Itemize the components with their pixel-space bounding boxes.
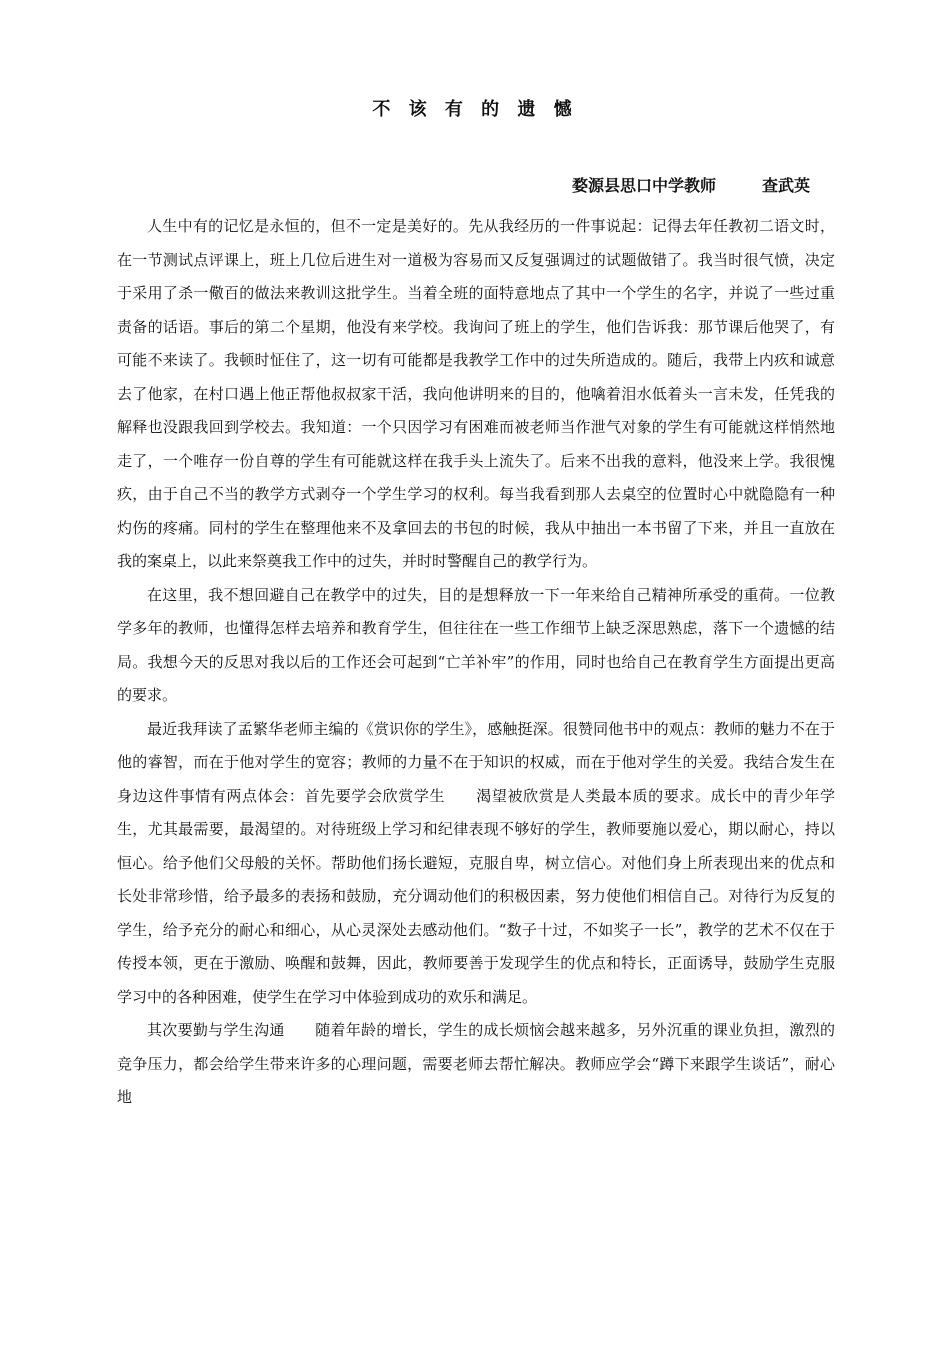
document-title: 不 该 有 的 遗 憾 xyxy=(372,99,578,120)
paragraph: 最近我拜读了孟繁华老师主编的《赏识你的学生》，感触挺深。很赞同他书中的观点：教师的魅力不在于他的睿智，而在于他对学生的宽容；教师的力量不在于知识的权威，而在于他对学生的关爱。我结合发生在身边这件事情有两点体会：首先要学会欣赏学生 渴望被欣赏是人类最本质的要求。成长中的青少年学生，尤其最需要，最渴望的。对待班级上学习和纪律表现不够好的学生，教师要施以爱心，期以耐心，持以恒心。给予他们父母般的关怀。帮助他们扬长避短，克服自卑，树立信心。对他们身上所表现出来的优点和长处非常珍惜，给予最多的表扬和鼓励，充分调动他们的积极因素，努力使他们相信自己。对待行为反复的学生，给予充分的耐心和细心，从心灵深处去感动他们。“数子十过，不如奖子一长”，教学的艺术不仅在于传授本领，更在于激励、唤醒和鼓舞，因此，教师要善于发现学生的优点和特长，正面诱导，鼓励学生克服学习中的各种困难，使学生在学习中体验到成功的欢乐和满足。 xyxy=(117,719,835,1006)
byline-author: 查武英 xyxy=(761,176,810,195)
paragraph: 其次要勤与学生沟通 随着年龄的增长，学生的成长烦恼会越来越多，另外沉重的课业负担，激烈的竞争压力，都会给学生带来许多的心理问题，需要老师去帮忙解决。教师应学会“蹲下来跟学生谈话”，耐心地 xyxy=(117,1021,835,1106)
byline xyxy=(572,172,810,200)
paragraph: 人生中有的记忆是永恒的，但不一定是美好的。先从我经历的一件事说起：记得去年任教初二语文时，在一节测试点评课上，班上几位后进生对一道极为容易而又反复强调过的试题做错了。我当时很气愤，决定于采用了杀一儆百的做法来教训这批学生。当着全班的面特意地点了其中一个学生的名字，并说了一些过重责备的话语。事后的第二个星期，他没有来学校。我询问了班上的学生，他们告诉我：那节课后他哭了，有可能不来读了。我顿时怔住了，这一切有可能都是我教学工作中的过失所造成的。随后，我带上内疚和诚意去了他家，在村口遇上他正帮他叔叔家干活，我向他讲明来的目的，他噙着泪水低着头一言未发，任凭我的解释也没跟我回到学校去。我知道：一个只因学习有困难而被老师当作泄气对象的学生有可能就这样悄然地走了，一个唯存一份自尊的学生有可能就这样在我手头上流失了。后来不出我的意料，他没来上学。我很愧疚，由于自己不当的教学方式剥夺一个学生学习的权利。每当我看到那人去桌空的位置时心中就隐隐有一种灼伤的疼痛。同村的学生在整理他来不及拿回去的书包的时候，我从中抽出一本书留了下来，并且一直放在我的案桌上，以此来祭奠我工作中的过失，并时时警醒自己的教学行为。 xyxy=(117,217,835,570)
document-body xyxy=(117,210,835,1115)
paragraph: 在这里，我不想回避自己在教学中的过失，目的是想释放一下一年来给自己精神所承受的重荷。一位教学多年的教师，也懂得怎样去培养和教育学生，但往往在一些工作细节上缺乏深思熟虑，落下一个遗憾的结局。我想今天的反思对我以后的工作还会可起到“亡羊补牢”的作用，同时也给自己在教育学生方面提出更高的要求。 xyxy=(117,585,835,704)
byline-affiliation: 婺源县思口中学教师 xyxy=(571,176,716,195)
